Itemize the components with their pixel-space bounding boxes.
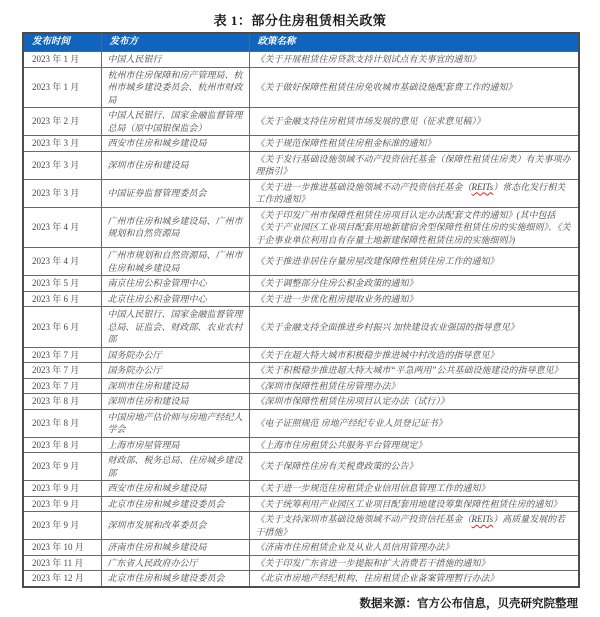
date-cell: 2023 年 5 月 (23, 276, 101, 292)
date-cell: 2023 年 7 月 (23, 347, 101, 363)
publisher-cell: 北京市住房和城乡建设委员会 (101, 496, 249, 512)
date-cell: 2023 年 6 月 (23, 291, 101, 307)
date-cell: 2023 年 7 月 (23, 363, 101, 379)
policy-cell: 《电子证照规范 房地产经纪专业人员登记证书》 (249, 409, 579, 437)
publisher-cell: 深圳市住房和建设局 (101, 394, 249, 410)
table-row (23, 409, 579, 437)
table-row (23, 276, 579, 292)
policy-cell: 《关于在超大特大城市积极稳步推进城中村改造的指导意见》 (249, 347, 579, 363)
date-cell: 2023 年 11 月 (23, 555, 101, 571)
policy-cell: 《关于金融支持住房租赁市场发展的意见（征求意见稿）》 (249, 108, 579, 136)
policy-cell: 《关于金融支持全面推进乡村振兴 加快建设农业强国的指导意见》 (249, 307, 579, 348)
policy-cell: 《深圳市保障性租赁住房管理办法》 (249, 378, 579, 394)
publisher-cell: 国务院办公厅 (101, 363, 249, 379)
date-cell: 2023 年 8 月 (23, 409, 101, 437)
header-publish-date: 发布时间 (23, 33, 101, 52)
policy-cell: 《关于开展租赁住房贷款支持计划试点有关事宜的通知》 (249, 52, 579, 68)
table-row (23, 481, 579, 497)
publisher-cell: 济南市住房和城乡建设局 (101, 540, 249, 556)
policy-cell: 《上海市住房租赁公共服务平台管理规定》 (249, 437, 579, 453)
publisher-cell: 深圳市住房和建设局 (101, 378, 249, 394)
header-publisher: 发布方 (101, 33, 249, 52)
table-row (23, 67, 579, 108)
policy-cell: 《关于进一步推进基础设施领域不动产投资信托基金（REITs）常态化发行相关工作的通知》 (249, 179, 579, 207)
policy-cell: 《关于进一步优化租房提取业务的通知》 (249, 291, 579, 307)
date-cell: 2023 年 9 月 (23, 512, 101, 540)
reits-highlight: REITs (471, 181, 494, 192)
date-cell: 2023 年 3 月 (23, 136, 101, 152)
date-cell: 2023 年 9 月 (23, 496, 101, 512)
publisher-cell: 广州市住房和城乡建设局、广州市规划和自然资源局 (101, 207, 249, 248)
table-row (23, 540, 579, 556)
table-row (23, 207, 579, 248)
policy-cell: 《深圳市保障性租赁住房项目认定办法（试行）》 (249, 394, 579, 410)
policy-cell: 《关于保障性住房有关税费政策的公告》 (249, 453, 579, 481)
table-body (23, 52, 579, 587)
reits-highlight: REITs (471, 514, 494, 524)
table-row (23, 453, 579, 481)
publisher-cell: 中国证券监督管理委员会 (101, 179, 249, 207)
date-cell: 2023 年 4 月 (23, 207, 101, 248)
policy-cell: 《关于调整部分住房公积金政策的通知》 (249, 276, 579, 292)
publisher-cell: 南京住房公积金管理中心 (101, 276, 249, 292)
table-row (23, 108, 579, 136)
table-row (23, 136, 579, 152)
policy-cell: 《关于统筹利用产业园区工业项目配套用地建设筹集保障性租赁住房的通知》 (249, 496, 579, 512)
publisher-cell: 西安市住房和城乡建设局 (101, 481, 249, 497)
table-row (23, 347, 579, 363)
policy-cell: 《关于发行基础设施领域不动产投资信托基金（保障性租赁住房类）有关事项办理指引》 (249, 151, 579, 179)
policy-cell: 《关于推进非居住存量房屋改建保障性租赁住房工作的通知》 (249, 248, 579, 276)
policy-cell: 《济南市住房租赁企业及从业人员信用管理办法》 (249, 540, 579, 556)
date-cell: 2023 年 3 月 (23, 151, 101, 179)
table-row (23, 512, 579, 540)
date-cell: 2023 年 1 月 (23, 67, 101, 108)
publisher-cell: 深圳市发展和改革委员会 (101, 512, 249, 540)
publisher-cell: 杭州市住房保障和房产管理局、杭州市城乡建设委员会、杭州市财政局 (101, 67, 249, 108)
table-row (23, 291, 579, 307)
publisher-cell: 广东省人民政府办公厅 (101, 555, 249, 571)
table-row (23, 151, 579, 179)
publisher-cell: 深圳市住房和建设局 (101, 151, 249, 179)
policy-cell: 《北京市房地产经纪机构、住房租赁企业备案管理暂行办法》 (249, 571, 579, 587)
date-cell: 2023 年 9 月 (23, 481, 101, 497)
date-cell: 2023 年 8 月 (23, 437, 101, 453)
policy-table (22, 32, 580, 588)
publisher-cell: 北京住房公积金管理中心 (101, 291, 249, 307)
policy-cell: 《关于印发广东省进一步提振和扩大消费若干措施的通知》 (249, 555, 579, 571)
publisher-cell: 中国房地产估价师与房地产经纪人学会 (101, 409, 249, 437)
publisher-cell: 财政部、税务总局、住房城乡建设部 (101, 453, 249, 481)
table-row (23, 571, 579, 587)
publisher-cell: 中国人民银行、国家金融监督管理总局（原中国银保监会） (101, 108, 249, 136)
publisher-cell: 上海市房屋管理局 (101, 437, 249, 453)
table-row (23, 394, 579, 410)
date-cell: 2023 年 12 月 (23, 571, 101, 587)
publisher-cell: 西安市住房和城乡建设局 (101, 136, 249, 152)
date-cell: 2023 年 7 月 (23, 378, 101, 394)
publisher-cell: 北京市住房和城乡建设委员会 (101, 571, 249, 587)
table-row (23, 363, 579, 379)
table-row (23, 52, 579, 68)
date-cell: 2023 年 1 月 (23, 52, 101, 68)
date-cell: 2023 年 9 月 (23, 453, 101, 481)
publisher-cell: 广州市规划和自然资源局、广州市住房和城乡建设局 (101, 248, 249, 276)
date-cell: 2023 年 2 月 (23, 108, 101, 136)
policy-cell: 《关于积极稳步推进超大特大城市“平急两用”公共基础设施建设的指导意见》 (249, 363, 579, 379)
date-cell: 2023 年 4 月 (23, 248, 101, 276)
table-row (23, 378, 579, 394)
table-row (23, 437, 579, 453)
publisher-cell: 中国人民银行、国家金融监督管理总局、证监会、财政部、农业农村部 (101, 307, 249, 348)
policy-cell: 《关于印发广州市保障性租赁住房项目认定办法配套文件的通知》(其中包括《关于产业园区工业项目配套用地新建宿舍型保障性租赁住房的实施细则》、《关于企事业单位利用自有存量土地新建保障性租赁住房的实施细则》) (249, 207, 579, 248)
table-row (23, 496, 579, 512)
table-row (23, 248, 579, 276)
date-cell: 2023 年 6 月 (23, 307, 101, 348)
publisher-cell: 中国人民银行 (101, 52, 249, 68)
policy-cell: 《关于做好保障性租赁住房免收城市基础设施配套费工作的通知》 (249, 67, 579, 108)
header-row (23, 33, 579, 52)
publisher-cell: 国务院办公厅 (101, 347, 249, 363)
table-title: 表 1：部分住房租赁相关政策 (213, 13, 387, 28)
policy-cell: 《关于支持深圳市基础设施领域不动产投资信托基金（REITs）高质量发展的若干措施》 (249, 512, 579, 540)
table-row (23, 179, 579, 207)
data-source-note: 数据来源：官方公布信息，贝壳研究院整理 (359, 598, 578, 610)
policy-cell: 《关于规范保障性租赁住房租金标准的通知》 (249, 136, 579, 152)
date-cell: 2023 年 8 月 (23, 394, 101, 410)
table-row (23, 307, 579, 348)
date-cell: 2023 年 3 月 (23, 179, 101, 207)
header-policy-name: 政策名称 (249, 33, 579, 52)
table-header (23, 33, 579, 52)
policy-cell: 《关于进一步规范住房租赁企业信用信息管理工作的通知》 (249, 481, 579, 497)
date-cell: 2023 年 10 月 (23, 540, 101, 556)
table-row (23, 555, 579, 571)
